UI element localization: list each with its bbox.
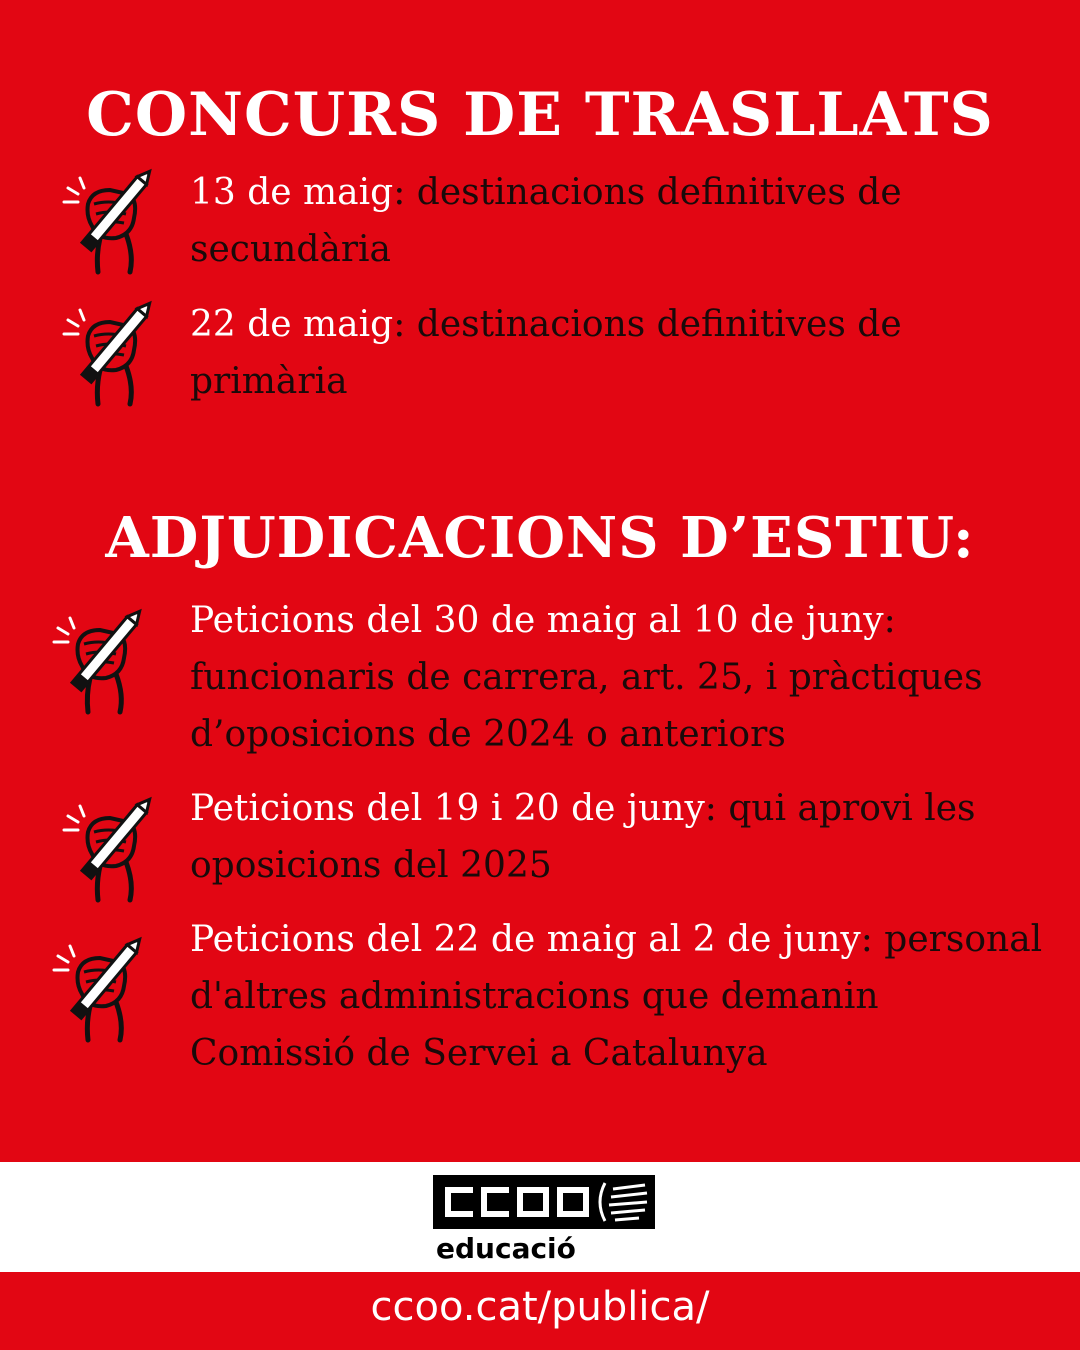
item-description: : personal d'altres administracions que demanin Comissió de Servei a Catalunya (190, 919, 1043, 1074)
item-description: : destinacions definitives de secundària (190, 172, 902, 270)
url-bar (0, 1272, 1080, 1350)
item-text (190, 592, 1050, 763)
item-date: del 30 de maig al 10 de juny (354, 600, 884, 641)
fist-pencil-icon (58, 160, 168, 280)
website-link[interactable]: ccoo.cat/publica/ (370, 1284, 710, 1330)
item-lead: Peticions (190, 788, 355, 829)
item-text (190, 780, 1050, 894)
ccoo-logo-mark (433, 1175, 655, 1229)
ccoo-logo (433, 1175, 655, 1229)
item-date: 13 de maig (190, 172, 394, 213)
item-date: del 22 de maig al 2 de juny (354, 919, 861, 960)
fist-pencil-icon (48, 600, 158, 720)
fist-pencil-icon (58, 292, 168, 412)
item-text (190, 911, 1050, 1082)
item-description: : destinacions definitives de primària (190, 304, 902, 402)
footer (0, 1162, 1080, 1272)
logo-subtitle: educació (436, 1232, 576, 1265)
item-date: 22 de maig (190, 304, 394, 345)
item-description: : qui aprovi les oposicions del 2025 (190, 788, 976, 886)
item-description: : funcionaris de carrera, art. 25, i pràctiques d’oposicions de 2024 o anteriors (190, 600, 983, 755)
section-title-adjudicacions: ADJUDICACIONS D’ESTIU: (105, 505, 975, 571)
section-title-concurs: CONCURS DE TRASLLATS (86, 80, 994, 150)
item-lead: Peticions (190, 600, 355, 641)
item-date: del 19 i 20 de juny (354, 788, 705, 829)
fist-pencil-icon (58, 788, 168, 908)
item-text (190, 164, 1050, 278)
item-lead: Peticions (190, 919, 355, 960)
fist-pencil-icon (48, 928, 158, 1048)
item-text (190, 296, 1050, 410)
